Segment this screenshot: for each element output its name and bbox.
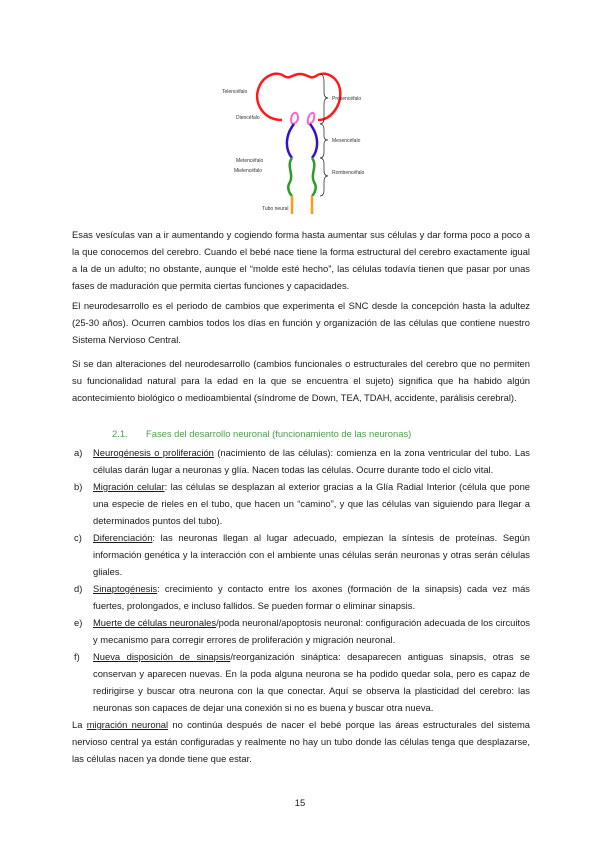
list-item — [72, 580, 530, 614]
final-paragraph-before: La — [72, 719, 87, 730]
list-item-letter: c) — [74, 532, 82, 543]
diencephalon-shape — [291, 113, 314, 124]
list-item — [72, 529, 530, 580]
mesencephalon-shape — [287, 124, 317, 158]
rhombencephalon-shape — [288, 158, 315, 196]
final-paragraph — [72, 716, 530, 767]
brace-mesencephalon — [320, 124, 328, 158]
list-item-term: Nueva disposición de sinapsis — [93, 651, 231, 662]
list-item-text: (nacimiento de las células): comienza en la zona ventricular del tubo. Las células darán lugar a neuronas y glía. Nacen todas las células. Ocurre durante todo el ciclo vital. — [93, 447, 530, 475]
list-item-text: : crecimiento y contacto entre los axones (formación de la sinapsis) cada vez más fuertes, prolongados, e incluso fallidos. Se pueden formar o eliminar sinapsis. — [93, 583, 530, 611]
neural-tube-diagram — [214, 62, 394, 222]
subheading-title: Fases del desarrollo neuronal (funcionamiento de las neuronas) — [146, 428, 412, 439]
paragraph-2: El neurodesarrollo es el periodo de cambios que experimenta el SNC desde la concepción hasta la adultez (25-30 años). Ocurren cambios todos los días en función y organización de las células que contiene nuestro Sistema Nervioso Central. — [72, 300, 530, 345]
list-item-term: Muerte de células neuronales — [93, 617, 217, 628]
label-prosencefalo: Prosencéfalo — [332, 96, 362, 102]
final-paragraph-term: migración neuronal — [86, 719, 169, 730]
list-item-letter: e) — [74, 617, 83, 628]
list-item-text: : las neuronas llegan al lugar adecuado, empiezan la síntesis de proteínas. Según información genética y la interacción con el ambiente unas células serán neuronas y otras serán células gliales. — [93, 532, 530, 577]
section-subheading — [112, 428, 411, 439]
list-item-term: Migración celular — [93, 481, 165, 492]
list-item-letter: b) — [74, 481, 83, 492]
label-mielencefalo: Mielencéfalo — [234, 168, 263, 174]
subheading-number: 2.1. — [112, 428, 128, 439]
telencephalon-shape — [257, 74, 340, 120]
label-metencefalo: Metencéfalo — [236, 158, 264, 164]
list-item — [72, 444, 530, 478]
list-item-term: Neurogénesis o proliferación — [93, 447, 214, 458]
label-diencefalo: Diencéfalo — [236, 115, 260, 121]
final-paragraph-after: no continúa después de nacer el bebé porque las áreas estructurales del sistema nervioso central ya están configuradas y realmente no hay un tubo donde las células tenga que desplazarse, las células nacen ya donde tiene que estar. — [72, 719, 530, 764]
list-item-text: /poda neuronal/apoptosis neuronal: configuración adecuada de los circuitos y mecanismo para corregir errores de proliferación y migración neuronal. — [93, 617, 530, 645]
label-tubo: Tubo neural — [262, 206, 289, 212]
list-item-letter: d) — [74, 583, 83, 594]
paragraph-1: Esas vesículas van a ir aumentando y cogiendo forma hasta aumentar sus células y dar forma poco a poco a la que conocemos del cerebro. Cuando el bebé nace tiene la forma estructural del cerebro exactamente igual a la de un adulto; no obstante, aunque el “molde esté hecho”, las células todavía tienen que pasar por unas fases de maduración que permita ciertas funciones y capacidades. — [72, 229, 530, 291]
list-item-text: : las células se desplazan al exterior gracias a la Glía Radial Interior (célula que pone una especie de rieles en el tubo, que hacen un “camino”, y que las células van siguiendo para llegar a determinados puntos del tubo). — [93, 481, 530, 526]
list-item-letter: f) — [74, 651, 80, 662]
list-item — [72, 614, 530, 648]
list-item-letter: a) — [74, 447, 83, 458]
list-item — [72, 478, 530, 529]
spinal-cord-shape — [292, 196, 312, 214]
list-item-term: Diferenciación — [93, 532, 153, 543]
label-telencefalo: Telencéfalo — [222, 89, 248, 95]
neural-tube-svg — [214, 62, 394, 222]
list-item-text: /reorganización sináptica: desaparecen antiguas sinapsis, otras se conservan y aparecen nuevas. En la poda alguna neurona se ha podido quedar sola, pero es capaz de redirigirse y buscar otra neurona con la que conectar. Aquí se observa la plasticidad del cerebro: las neuronas son capaces de dejar una conexión si no es buena y buscar otra nueva. — [93, 651, 530, 713]
paragraph-3: Si se dan alteraciones del neurodesarrollo (cambios funcionales o estructurales del cerebro que no permiten su funcionalidad natural para la edad en la que se encuentra el sujeto) significa que ha habido algún acontecimiento biológico o medioambiental (síndrome de Down, TEA, TDAH, accidente, parálisis cerebral). — [72, 358, 530, 403]
list-item — [72, 648, 530, 716]
brace-rhombencephalon — [320, 158, 328, 196]
page-number: 15 — [294, 797, 306, 808]
label-mesencefalo: Mesencéfalo — [332, 138, 361, 144]
phases-list — [72, 444, 530, 716]
label-rombencefalo: Rombencéfalo — [332, 170, 365, 176]
list-item-term: Sinaptogénesis — [93, 583, 158, 594]
